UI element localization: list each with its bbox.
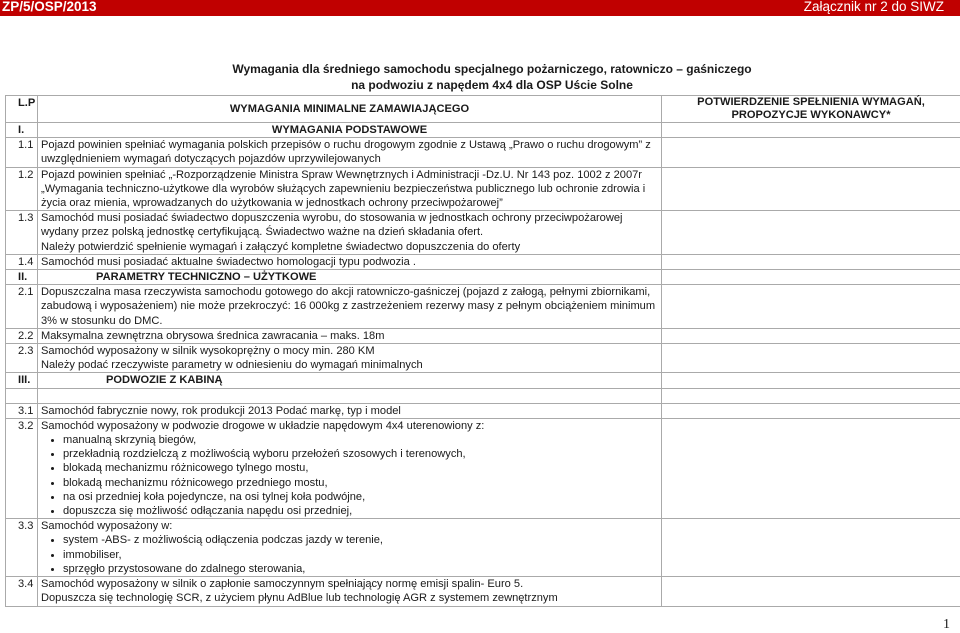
requirement-text <box>38 344 662 373</box>
list-item: • immobiliser, <box>63 548 658 562</box>
bullet-list <box>41 533 658 576</box>
spacer-row <box>6 388 960 403</box>
requirement-text-intro: Samochód wyposażony w podwozie drogowe w układzie napędowym 4x4 uterenowiony z: <box>41 419 485 432</box>
table-row <box>6 418 960 518</box>
table-row <box>6 344 960 373</box>
document-header-bar <box>0 0 960 16</box>
requirement-text-part2: Należy podać rzeczywiste parametry w odniesieniu do wymagań minimalnych <box>41 359 423 372</box>
column-header-lp: L.P <box>6 96 38 123</box>
row-number: 1.4 <box>6 254 38 269</box>
response-cell[interactable] <box>662 344 960 373</box>
response-cell[interactable] <box>662 211 960 255</box>
response-cell[interactable] <box>662 418 960 518</box>
table-row <box>6 403 960 418</box>
section-row <box>6 123 960 138</box>
list-item: • na osi przedniej koła pojedyncze, na osi tylnej koła podwójne, <box>63 490 658 504</box>
response-cell[interactable] <box>662 519 960 577</box>
section-number: I. <box>6 123 38 138</box>
table-header-row <box>6 96 960 123</box>
row-number: 2.2 <box>6 328 38 343</box>
bullet-list <box>41 433 658 518</box>
requirement-text: Samochód musi posiadać aktualne świadectwo homologacji typu podwozia . <box>38 254 662 269</box>
document-title-line1: Wymagania dla średniego samochodu specjalnego pożarniczego, ratowniczo – gaśniczego <box>232 62 752 76</box>
row-number: 2.1 <box>6 285 38 329</box>
document-reference: ZP/5/OSP/2013 <box>2 0 97 14</box>
response-cell[interactable] <box>662 270 960 285</box>
requirement-text <box>38 211 662 255</box>
table-row <box>6 254 960 269</box>
section-row <box>6 270 960 285</box>
requirement-text-part1: Samochód wyposażony w silnik o zapłonie samoczynnym spełniający normę emisji spalin- Euro 5. <box>41 578 524 591</box>
response-cell[interactable] <box>662 577 960 606</box>
requirement-text <box>38 577 662 606</box>
row-number: 3.2 <box>6 418 38 518</box>
page-number: 1 <box>943 617 950 632</box>
requirement-text <box>38 519 662 577</box>
row-number: 2.3 <box>6 344 38 373</box>
table-row <box>6 211 960 255</box>
requirement-text-intro: Samochód wyposażony w: <box>41 520 173 533</box>
requirement-text: Dopuszczalna masa rzeczywista samochodu gotowego do akcji ratowniczo-gaśniczej (pojazd z załogą, pełnymi zbiornikami, zabudową i wyposażeniem) nie może przekroczyć: 16 000kg z zastrzeżeniem rezerwy masy z pełnym obciążeniem minimum 3% w stosunku do DMC. <box>38 285 662 329</box>
table-row <box>6 138 960 167</box>
requirement-text <box>38 418 662 518</box>
table-row <box>6 519 960 577</box>
spacer-cell <box>662 388 960 403</box>
section-number: III. <box>6 373 38 388</box>
row-number: 1.3 <box>6 211 38 255</box>
spacer-cell <box>38 388 662 403</box>
row-number: 3.4 <box>6 577 38 606</box>
column-header-requirements <box>38 96 662 123</box>
spacer-cell <box>6 388 38 403</box>
column-header-requirements-text: WYMAGANIA MINIMALNE ZAMAWIAJĄCEGO <box>229 102 470 115</box>
list-item: • blokadą mechanizmu różnicowego przedniego mostu, <box>63 476 658 490</box>
table-row <box>6 577 960 606</box>
table-row <box>6 285 960 329</box>
row-number: 3.1 <box>6 403 38 418</box>
requirements-table <box>5 95 960 607</box>
attachment-label: Załącznik nr 2 do SIWZ <box>803 0 944 14</box>
requirement-text: Maksymalna zewnętrzna obrysowa średnica zawracania – maks. 18m <box>38 328 662 343</box>
response-cell[interactable] <box>662 167 960 211</box>
section-row <box>6 373 960 388</box>
requirement-text: Pojazd powinien spełniać wymagania polskich przepisów o ruchu drogowym zgodnie z Ustawą „Prawo o ruchu drogowym” z uwzględnieniem wymagań dotyczących pojazdów uprzywilejowanych <box>38 138 662 167</box>
response-cell[interactable] <box>662 123 960 138</box>
requirement-text: Samochód fabrycznie nowy, rok produkcji 2013 Podać markę, typ i model <box>38 403 662 418</box>
section-number: II. <box>6 270 38 285</box>
column-header-response: POTWIERDZENIE SPEŁNIENIA WYMAGAŃ, PROPOZYCJE WYKONAWCY* <box>662 96 960 123</box>
section-title: PODWOZIE Z KABINĄ <box>38 373 662 388</box>
requirement-text-part2: Należy potwierdzić spełnienie wymagań i załączyć kompletne świadectwo dopuszczenia do oferty <box>41 240 521 253</box>
list-item: • blokadą mechanizmu różnicowego tylnego mostu, <box>63 461 658 475</box>
requirement-text-part1: Samochód musi posiadać świadectwo dopuszczenia wyrobu, do stosowania w jednostkach ochrony przeciwpożarowej wydany przez polską jednostkę certyfikującą. Świadectwo ważne na dzień składania ofert. <box>41 212 623 239</box>
response-cell[interactable] <box>662 254 960 269</box>
list-item: • sprzęgło przystosowane do zdalnego sterowania, <box>63 562 658 576</box>
requirement-text: Pojazd powinien spełniać „-Rozporządzenie Ministra Spraw Wewnętrznych i Administracji -Dz.U. Nr 143 poz. 1002 z 2007r „Wymagania techniczno-użytkowe dla wyrobów służących zapewnieniu bezpieczeństwa publicznego lub ochronie zdrowia i życia oraz mienia, wprowadzanych do użytkowania w jednostkach ochrony przeciwpożarowej” <box>38 167 662 211</box>
response-cell[interactable] <box>662 285 960 329</box>
row-number: 1.1 <box>6 138 38 167</box>
response-cell[interactable] <box>662 328 960 343</box>
document-title-line2: na podwoziu z napędem 4x4 dla OSP Uście Solne <box>351 78 633 92</box>
list-item: • dopuszcza się możliwość odłączania napędu osi przedniej, <box>63 504 658 518</box>
section-title: WYMAGANIA PODSTAWOWE <box>38 123 662 138</box>
row-number: 3.3 <box>6 519 38 577</box>
list-item: • system -ABS- z możliwością odłączenia podczas jazdy w terenie, <box>63 533 658 547</box>
list-item: • manualną skrzynią biegów, <box>63 433 658 447</box>
response-cell[interactable] <box>662 403 960 418</box>
row-number: 1.2 <box>6 167 38 211</box>
table-row <box>6 167 960 211</box>
list-item: • przekładnią rozdzielczą z możliwością wyboru przełożeń szosowych i terenowych, <box>63 447 658 461</box>
requirement-text-part1: Samochód wyposażony w silnik wysokoprężny o mocy min. 280 KM <box>41 345 375 358</box>
requirement-text-part2: Dopuszcza się technologię SCR, z użyciem płynu AdBlue lub technologię AGR z systemem zewnętrznym <box>41 592 558 605</box>
response-cell[interactable] <box>662 373 960 388</box>
response-cell[interactable] <box>662 138 960 167</box>
table-row <box>6 328 960 343</box>
section-title: PARAMETRY TECHNICZNO – UŻYTKOWE <box>38 270 662 285</box>
